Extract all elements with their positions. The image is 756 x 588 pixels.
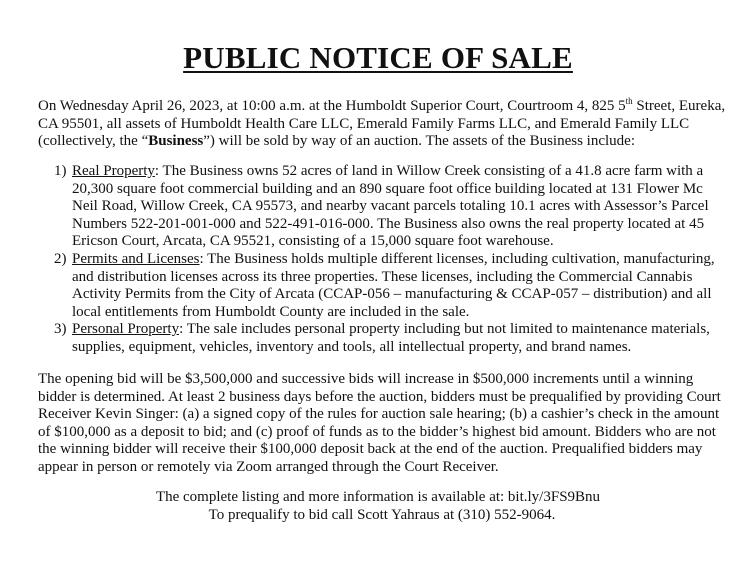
contact-footer xyxy=(0,489,756,524)
prequalify-line: To prequalify to bid call Scott Yahraus at (310) 552-9064. xyxy=(208,506,556,523)
intro-text-2: Street, Eureka, CA 95501, all assets of Humboldt Health Care LLC, Emerald Family Farms LLC, and Emerald Family LLC (collectively, the “ xyxy=(38,98,726,150)
notice-title-text: PUBLIC NOTICE OF SALE xyxy=(183,40,573,75)
asset-item-text: : The Business holds multiple different licenses, including cultivation, manufacturing, and distribution licenses across its three properties. These licenses, including the Commercial Cannabis Activity Permits from the City of Arcata (CCAP-056 – manufacturing & CCAP-057 – distribution) and all local entitlements from Humboldt County are included in the sale. xyxy=(72,250,715,320)
intro-text-1: On Wednesday April 26, 2023, at 10:00 a.m. at the Humboldt Superior Court, Courtroom 4, 825 5 xyxy=(38,98,626,114)
intro-text-3: ”) will be sold by way of an auction. The assets of the Business include: xyxy=(203,133,635,150)
asset-list xyxy=(38,163,728,357)
asset-item-text: : The Business owns 52 acres of land in Willow Creek consisting of a 41.8 acre farm with a 20,300 square foot commercial building and an 890 square foot office building located at 131 Flower Mc Neil Road, Willow Creek, CA 95573, and nearby vacant parcels totaling 10.1 acres with Assessor’s Parcel Numbers 522-201-001-000 and 522-491-016-000. The Business also owns the real property located at 45 Ericson Court, Arcata, CA 95521, consisting of a 15,000 square foot warehouse. xyxy=(72,163,709,250)
asset-item-number: 3) xyxy=(54,321,67,338)
asset-item-number: 2) xyxy=(54,250,67,267)
intro-defined-term: Business xyxy=(148,133,204,150)
asset-item-number: 1) xyxy=(54,163,67,179)
asset-item-personal-property xyxy=(38,321,728,356)
bidding-paragraph: The opening bid will be $3,500,000 and successive bids will increase in $500,000 increments until a winning bidder is determined. At least 2 business days before the auction, bidders must be prequalified by providing Court Receiver Kevin Singer: (a) a signed copy of the rules for auction sale hearing; (b) a cashier’s check in the amount of $100,000 as a deposit to bid; and (c) proof of funds as to the bidder’s highest bid amount. Bidders who are not the winning bidder will receive their $100,000 deposit back at the end of the auction. Prequalified bidders may appear in person or remotely via Zoom arranged through the Court Receiver. xyxy=(38,371,721,475)
asset-item-text: : The sale includes personal property including but not limited to maintenance materials, supplies, equipment, vehicles, inventory and tools, all intellectual property, and brand names. xyxy=(72,321,710,355)
ordinal-suffix: th xyxy=(625,96,633,106)
asset-item-permits xyxy=(38,251,728,321)
asset-item-heading: Personal Property xyxy=(72,321,180,338)
asset-item-heading: Permits and Licenses xyxy=(72,250,200,267)
listing-info-line: The complete listing and more information is available at: bit.ly/3FS9Bnu xyxy=(155,489,601,505)
intro-paragraph xyxy=(38,93,728,151)
asset-item-heading: Real Property xyxy=(72,163,155,179)
asset-item-real-property xyxy=(38,163,728,251)
notice-title xyxy=(0,40,756,76)
